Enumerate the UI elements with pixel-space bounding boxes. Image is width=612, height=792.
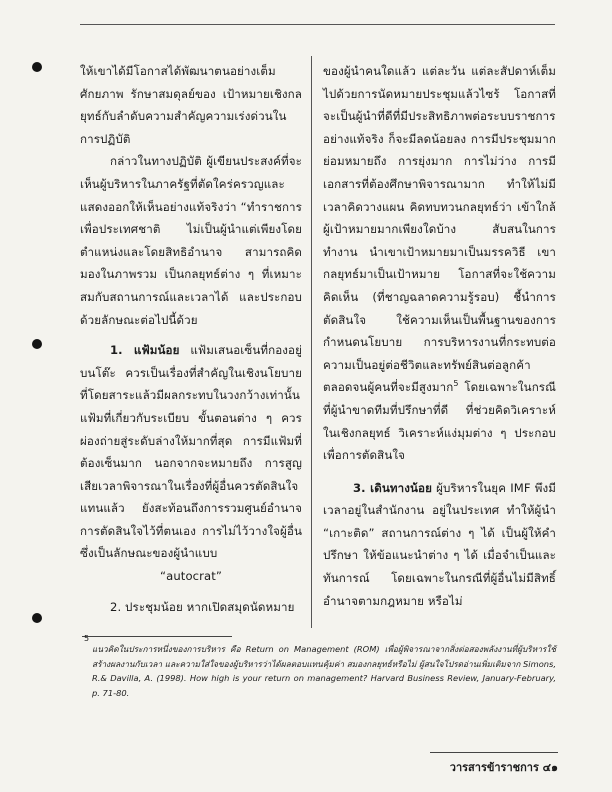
item-3-heading: 3. เดินทางน้อย (353, 480, 432, 495)
top-rule (80, 24, 555, 25)
right-paragraph-1-tail: โดยเฉพาะในกรณีที่ผู้นำขาดทีมที่ปรึกษาที่ดี ที่ช่วยคิดวิเคราะห์ในเชิงกลยุทธ์ วิเคราะห์แง่มุมต่าง ๆ ประกอบเพื่อการตัดสินใจ (323, 380, 556, 463)
item-3-paragraph (323, 477, 556, 613)
right-column (323, 60, 556, 612)
left-paragraph-2: กล่าวในทางปฏิบัติ ผู้เขียนประสงค์ที่จะเห็นผู้บริหารในภาครัฐที่ตัดใคร่ครวญและแสดงออกให้เห็นอย่างแท้จริงว่า “ทำราชการเพื่อประเทศชาติ ไม่เป็นผู้นำแต่เพียงโดยตำแหน่งและโดยสิทธิอำนาจ สามารถคิดมองในภาพรวม เป็นกลยุทธ์ต่าง ๆ ที่เหมาะสมกับสถานการณ์และเวลาได้ และประกอบด้วยลักษณะต่อไปนี้ด้วย (80, 154, 302, 327)
journal-footer: วารสารข้าราชการ ๔๑ (430, 752, 558, 776)
item-1-paragraph (80, 339, 302, 565)
footnote-reference: 5 (453, 379, 459, 389)
binder-hole-top (32, 62, 42, 72)
autocrat-term: “autocrat” (160, 569, 222, 584)
item-2-paragraph (80, 596, 302, 619)
footnote-text: แนวคิดในประการหนึ่งของการบริหาร คือ Return on Management (ROM) เพื่อผู้พิจารณาจากสิ่งต่อสองพลังงานที่ผู้บริหารใช้สร้างผลงานกับเวลา และความใส่ใจของผู้บริหารว่าได้ผลตอบแทนคุ้มค่า สมองกลยุทธ์หรือไม่ ผู้สนใจโปรดอ่านเพิ่มเติมจาก Simons, R.& Davilla, A. (1998). How high is your return on management? Harvard Business Review, January-February, p. 71-80. (92, 644, 556, 698)
right-paragraph-1 (323, 60, 556, 467)
left-column (80, 60, 302, 618)
right-paragraph-1-text: ของผู้นำคนใดแล้ว แต่ละวัน แต่ละสัปดาห์เต็มไปด้วยการนัดหมายประชุมแล้วไซร้ โอกาสที่จะเป็นผู้นำที่ดีที่มีประสิทธิภาพต่อระบบราชการอย่างแท้จริง ก็จะมีลดน้อยลง การมีประชุมมากย่อมหมายถึง การยุ่งมาก การไม่ว่าง การมีเอกสารที่ต้องศึกษาพิจารณามาก ทำให้ไม่มีเวลาคิดวางแผน คิดทบทวนกลยุทธ์ว่า เข้าใกล้ผู้เป้าหมายมากเพียงใดบ้าง สับสนในการทำงาน นำเขาเป้าหมายมาเป็นมรรควิธี เขากลยุทธ์มาเป็นเป้าหมาย โอกาสที่จะใช้ความคิดเห็น (ที่ชาญฉลาดความรู้รอบ) ชี้นำการตัดสินใจ ใช้ความเห็นเป็นพื้นฐานของการกำหนดนโยบาย การบริหารงานที่กระทบต่อความเป็นอยู่ต่อชีวิตและทรัพย์สินต่อลูกค้าตลอดจนผู้คนที่จะมีสูงมาก (323, 64, 556, 395)
item-3-text: ผู้บริหารในยุค IMF พึงมีเวลาอยู่ในสำนักงาน อยู่ในประเทศ ทำให้ผู้นำ “เกาะติด” สถานการณ์ต่าง ๆ ได้ เป็นผู้ให้คำปรึกษา ให้ข้อแนะนำต่าง ๆ ได้ เมื่อจำเป็นและทันการณ์ โดยเฉพาะในกรณีที่ผู้อื่นไม่มีสิทธิ์อำนาจตามกฎหมาย หรือไม่ (323, 480, 556, 608)
item-1-heading: 1. แฟ้มน้อย (110, 343, 180, 358)
binder-hole-bottom (32, 613, 42, 623)
footnote-rule (82, 636, 232, 637)
left-paragraph-1: ให้เขาได้มีโอกาสได้พัฒนาตนอย่างเต็มศักยภาพ รักษาสมดุลย์ของ เป้าหมายเชิงกลยุทธ์กับลำดับความสำคัญความเร่งด่วนในการปฏิบัติ (80, 64, 302, 146)
column-divider (311, 56, 312, 628)
binder-hole-middle (32, 339, 42, 349)
footnote-mark: 5 (84, 634, 90, 643)
item-1-text: แฟ้มเสนอเซ็นที่กองอยู่บนโต๊ะ ควรเป็นเรื่องที่สำคัญในเชิงนโยบายที่โดยสาระแล้วมีผลกระทบในวงกว้างเท่านั้น แฟ้มที่เกี่ยวกับระเบียบ ขั้นตอนต่าง ๆ ควรผ่องถ่ายสู่ระดับล่างให้มากที่สุด การมีแฟ้มที่ต้องเซ็นมาก นอกจากจะหมายถึง การสูญเสียเวลาพิจารณาในเรื่องที่ผู้อื่นควรตัดสินใจแทนแล้ว ยังสะท้อนถึงการรวมศูนย์อำนาจการตัดสินใจไว้ที่ตนเอง การไม่ไว้วางใจผู้อื่น ซึ่งเป็นลักษณะของผู้นำแบบ (80, 343, 302, 561)
item-2-heading: 2. ประชุมน้อย (110, 599, 183, 614)
item-2-text: หากเปิดสมุดนัดหมาย (186, 599, 295, 614)
